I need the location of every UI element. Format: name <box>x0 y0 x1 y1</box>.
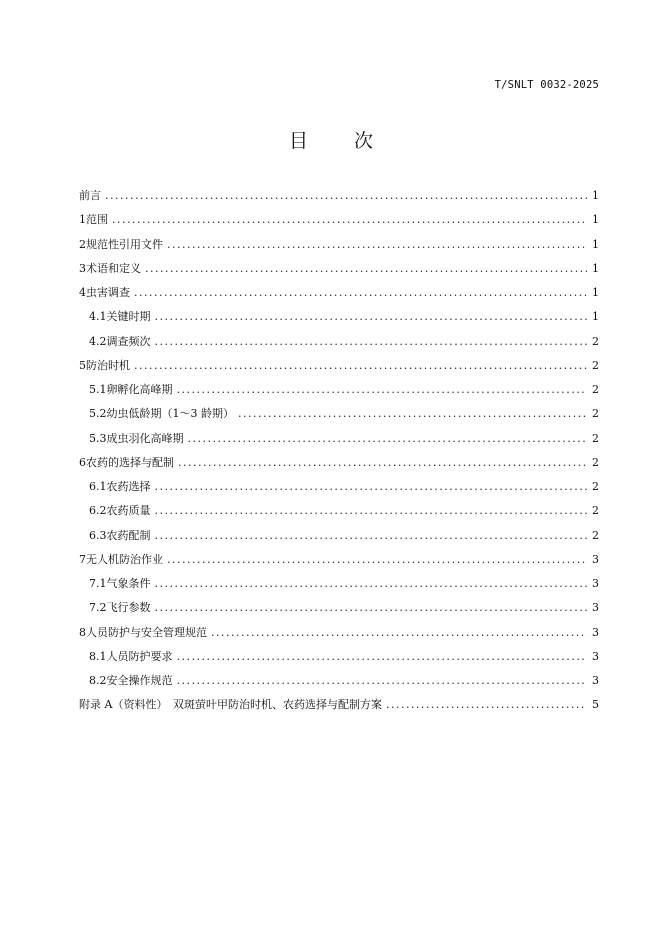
toc-entry[interactable] <box>79 624 599 648</box>
toc-leader-dots <box>155 310 588 323</box>
toc-entry-label: 前言 <box>79 189 101 202</box>
toc-entry-number: 6.2 <box>89 504 107 518</box>
toc-entry-number: 7 <box>79 552 86 566</box>
toc-entry-page: 1 <box>592 310 599 324</box>
toc-entry-label: 成虫羽化高峰期 <box>106 431 184 445</box>
toc-leader-dots <box>238 407 587 420</box>
toc-entry-page: 1 <box>592 237 599 251</box>
toc-entry-page: 1 <box>592 213 599 227</box>
toc-entry[interactable] <box>79 381 599 405</box>
toc-entry-page: 2 <box>592 358 599 372</box>
toc-entry[interactable] <box>79 236 599 260</box>
toc-entry-label: 气象条件 <box>106 577 151 590</box>
toc-entry-number: 2 <box>79 237 86 251</box>
toc-entry-number: 4.2 <box>89 334 107 348</box>
toc-leader-dots <box>105 189 587 202</box>
toc-entry-label: 农药配制 <box>106 528 151 542</box>
document-code: T/SNLT 0032-2025 <box>494 79 599 91</box>
toc-entry[interactable] <box>79 211 599 235</box>
toc-entry-label: 人员防护要求 <box>106 649 173 663</box>
toc-entry-label: 农药选择 <box>106 480 151 493</box>
toc-entry-page: 1 <box>592 189 599 202</box>
toc-leader-dots <box>134 286 587 299</box>
toc-entry-number: 4.1 <box>89 310 107 324</box>
toc-entry[interactable] <box>79 430 599 454</box>
toc-entry-label: 幼虫低龄期（1～3 龄期） <box>106 407 234 421</box>
toc-leader-dots <box>211 626 587 639</box>
toc-entry-page: 3 <box>592 674 599 687</box>
toc-entry-label: 安全操作规范 <box>106 674 173 687</box>
toc-leader-dots <box>134 359 587 372</box>
toc-leader-dots <box>167 238 587 251</box>
toc-entry-label: 范围 <box>86 213 108 227</box>
toc-entry-number: 5.2 <box>89 407 107 421</box>
toc-entry[interactable] <box>79 648 599 672</box>
toc-entry-label: 虫害调查 <box>86 286 130 299</box>
toc-entry[interactable] <box>79 333 599 357</box>
toc-entry-label: 飞行参数 <box>106 601 151 615</box>
toc-entry-label: 防治时机 <box>86 358 130 372</box>
toc-entry[interactable] <box>79 187 599 211</box>
toc-entry-label: 农药的选择与配制 <box>86 455 174 469</box>
toc-entry-number: 3 <box>79 261 86 275</box>
toc-entry[interactable] <box>79 454 599 478</box>
toc-entry-number: 5.1 <box>89 383 107 396</box>
toc-entry-label: 关键时期 <box>106 310 151 324</box>
table-of-contents <box>79 187 599 721</box>
toc-entry-label: 人员防护与安全管理规范 <box>86 625 207 639</box>
toc-entry-label: 规范性引用文件 <box>86 237 163 251</box>
toc-entry-page: 2 <box>592 431 599 445</box>
toc-entry-label: 附录 A（资料性） 双斑萤叶甲防治时机、农药选择与配制方案 <box>79 698 382 712</box>
toc-entry-label: 农药质量 <box>106 504 151 518</box>
toc-leader-dots <box>155 601 588 614</box>
toc-entry-page: 2 <box>592 504 599 518</box>
toc-entry[interactable] <box>79 575 599 599</box>
toc-entry-number: 5.3 <box>89 431 107 445</box>
toc-entry-number: 1 <box>79 213 86 227</box>
toc-entry-number: 8.1 <box>89 649 107 663</box>
toc-entry-number: 6 <box>79 455 86 469</box>
toc-leader-dots <box>155 480 588 493</box>
toc-leader-dots <box>155 577 588 590</box>
page-title: 目 次 <box>288 130 394 152</box>
toc-entry[interactable] <box>79 502 599 526</box>
toc-entry-number: 7.2 <box>89 601 107 615</box>
toc-entry-number: 8 <box>79 625 86 639</box>
toc-entry-page: 3 <box>592 625 599 639</box>
toc-leader-dots <box>386 698 587 711</box>
toc-entry-number: 5 <box>79 358 86 372</box>
toc-entry-page: 3 <box>592 577 599 590</box>
toc-entry[interactable] <box>79 405 599 429</box>
toc-entry-page: 2 <box>592 455 599 469</box>
toc-entry[interactable] <box>79 284 599 308</box>
toc-entry-page: 2 <box>592 407 599 421</box>
toc-leader-dots <box>177 650 588 663</box>
toc-leader-dots <box>112 213 587 226</box>
toc-leader-dots <box>145 262 587 275</box>
toc-entry-page: 1 <box>592 261 599 275</box>
toc-entry-number: 8.2 <box>89 674 107 687</box>
toc-entry[interactable] <box>79 696 599 720</box>
toc-entry-number: 4 <box>79 286 86 299</box>
toc-entry-number: 7.1 <box>89 577 107 590</box>
toc-entry[interactable] <box>79 527 599 551</box>
toc-entry-page: 2 <box>592 334 599 348</box>
toc-entry[interactable] <box>79 551 599 575</box>
toc-leader-dots <box>188 432 588 445</box>
toc-leader-dots <box>155 504 588 517</box>
toc-entry[interactable] <box>79 260 599 284</box>
toc-entry-page: 3 <box>592 649 599 663</box>
toc-entry-number: 6.1 <box>89 480 107 493</box>
toc-entry-page: 3 <box>592 601 599 615</box>
toc-entry-page: 5 <box>592 698 599 712</box>
toc-entry-page: 2 <box>592 383 599 396</box>
toc-leader-dots <box>177 383 588 396</box>
toc-leader-dots <box>155 529 588 542</box>
toc-entry[interactable] <box>79 478 599 502</box>
toc-entry-page: 2 <box>592 528 599 542</box>
toc-entry[interactable] <box>79 599 599 623</box>
toc-leader-dots <box>177 674 588 687</box>
toc-entry-page: 2 <box>592 480 599 493</box>
toc-entry-page: 1 <box>592 286 599 299</box>
toc-entry[interactable] <box>79 672 599 696</box>
toc-entry-number: 6.3 <box>89 528 107 542</box>
toc-entry-page: 3 <box>592 552 599 566</box>
toc-entry-label: 调查频次 <box>106 334 151 348</box>
toc-entry[interactable] <box>79 357 599 381</box>
toc-entry[interactable] <box>79 308 599 332</box>
toc-entry-label: 无人机防治作业 <box>86 552 163 566</box>
toc-leader-dots <box>167 553 587 566</box>
toc-entry-label: 术语和定义 <box>86 261 141 275</box>
toc-entry-label: 卵孵化高峰期 <box>106 383 173 396</box>
toc-leader-dots <box>155 335 588 348</box>
toc-leader-dots <box>178 456 587 469</box>
